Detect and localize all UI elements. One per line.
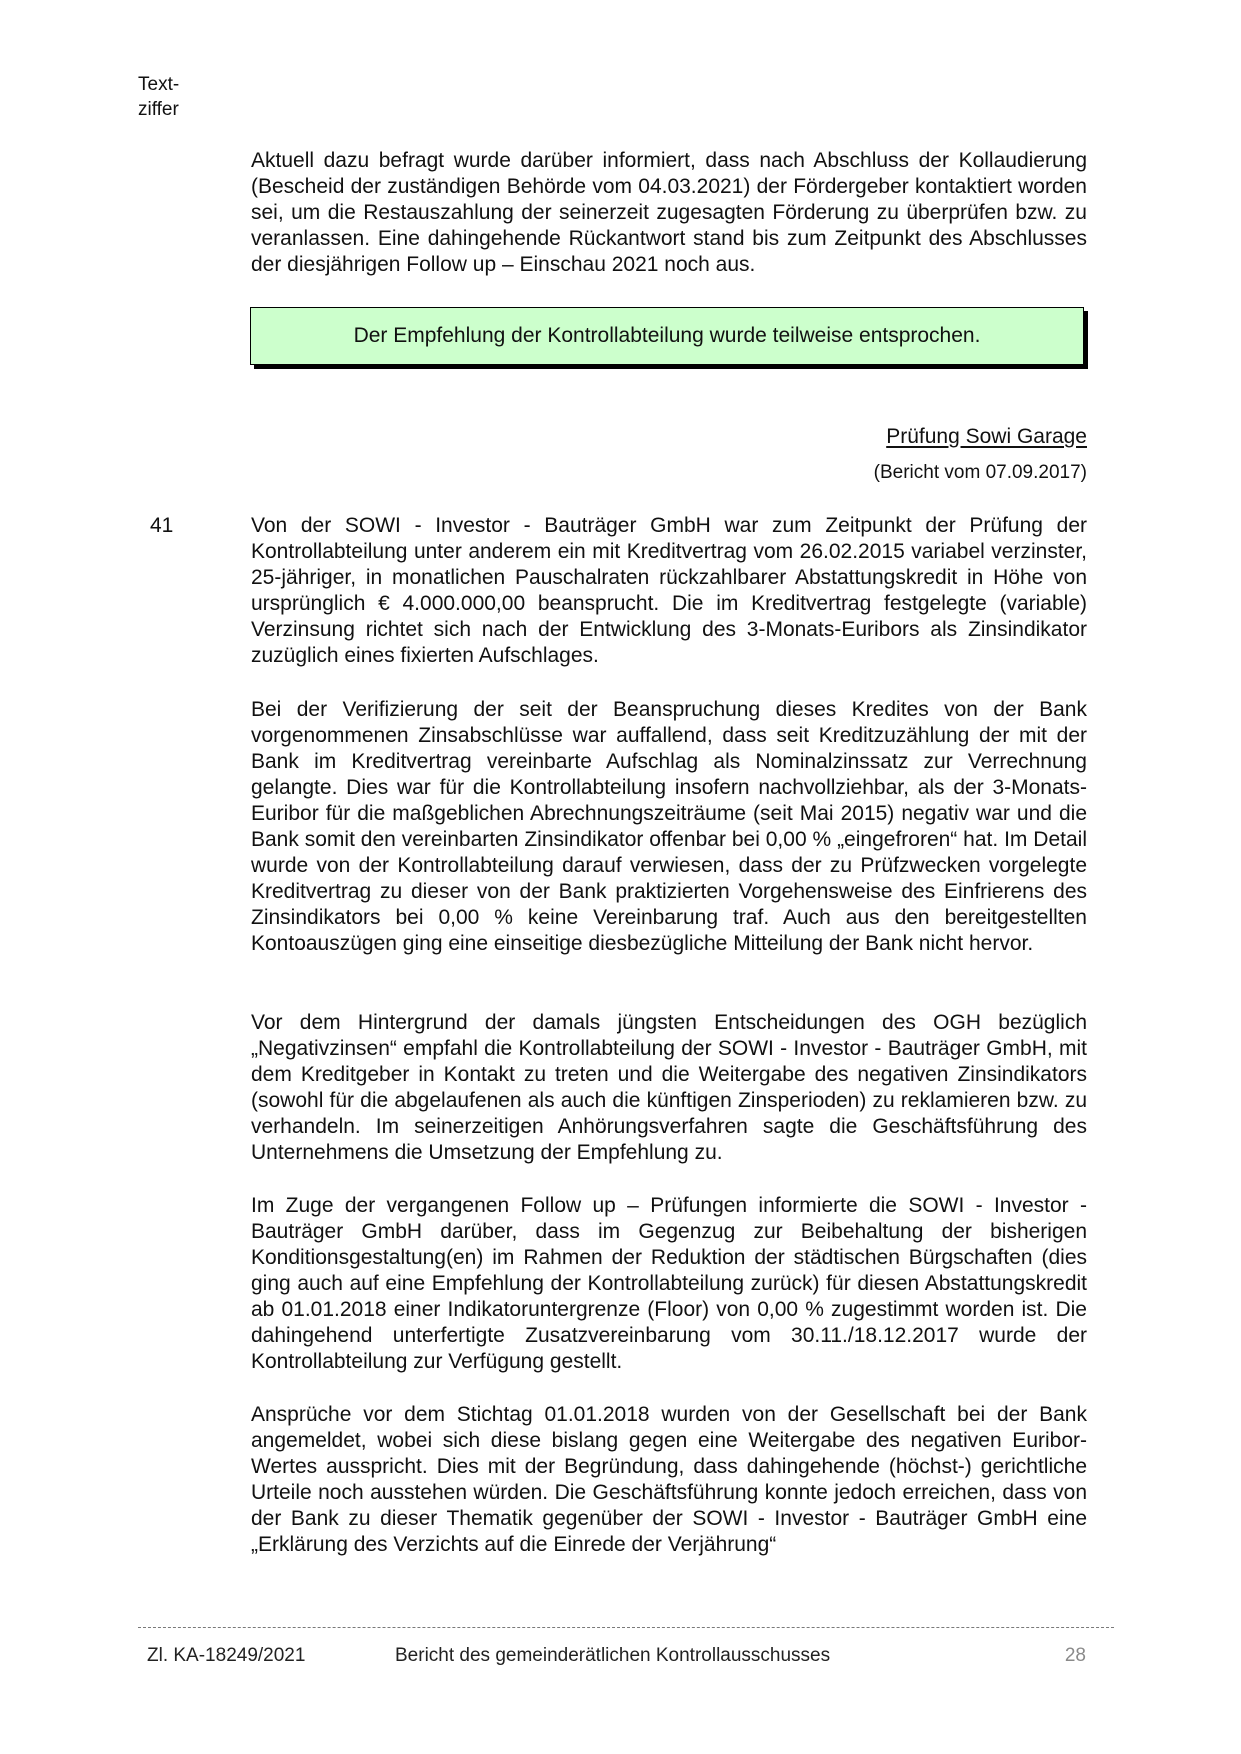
footer-divider: [138, 1627, 1114, 1628]
section-report-date: (Bericht vom 07.09.2017): [873, 462, 1087, 483]
footer-reference: Zl. KA-18249/2021: [147, 1645, 306, 1666]
body-paragraph: Ansprüche vor dem Stichtag 01.01.2018 wurden von der Gesellschaft bei der Bank angemeldet, wobei sich diese bislang gegen eine Weitergabe des negativen Euribor-Wertes ausspricht. Dies mit der Begründung, dass dahingehende (höchst-) gerichtliche Urteile noch ausstehen würden. Die Geschäftsführung konnte jedoch erreichen, dass von der Bank zu dieser Thematik gegenüber der SOWI - Investor - Bauträger GmbH eine „Erklärung des Verzichts auf die Einrede der Verjährung“: [251, 1403, 1087, 1556]
recommendation-status-box: [250, 307, 1084, 365]
margin-label-textziffer: Text- ziffer: [138, 74, 180, 120]
textziffer-number: 41: [150, 514, 174, 537]
section-heading: Prüfung Sowi Garage: [886, 425, 1087, 448]
page-number: 28: [1064, 1645, 1086, 1666]
body-paragraph: Von der SOWI - Investor - Bauträger GmbH war zum Zeitpunkt der Prüfung der Kontrollabteilung unter anderem ein mit Kreditvertrag vom 26.02.2015 variabel verzinster, 25-jähriger, in monatlichen Pauschalraten rückzahlbarer Abstattungskredit in Höhe von ursprünglich € 4.000.000,00 beansprucht. Die im Kreditvertrag festgelegte (variable) Verzinsung richtet sich nach der Entwicklung des 3-Monats-Euribors als Zinsindikator zuzüglich eines fixierten Aufschlages.: [251, 514, 1087, 667]
body-paragraph: Im Zuge der vergangenen Follow up – Prüfungen informierte die SOWI - Investor - Bauträger GmbH darüber, dass im Gegenzug zur Beibehaltung der bisherigen Konditionsgestaltung(en) im Rahmen der Reduktion der städtischen Bürgschaften (dies ging auch auf eine Empfehlung der Kontrollabteilung zurück) für diesen Abstattungskredit ab 01.01.2018 einer Indikatoruntergrenze (Floor) von 0,00 % zugestimmt worden ist. Die dahingehend unterfertigte Zusatzvereinbarung vom 30.11./18.12.2017 wurde der Kontrollabteilung zur Verfügung gestellt.: [251, 1194, 1087, 1373]
body-paragraph: Bei der Verifizierung der seit der Beanspruchung dieses Kredites von der Bank vorgenommenen Zinsabschlüsse war auffallend, dass seit Kreditzuzählung der mit der Bank im Kreditvertrag vereinbarte Aufschlag als Nominalzinssatz zur Verrechnung gelangte. Dies war für die Kontrollabteilung insofern nachvollziehbar, als der 3-Monats-Euribor für die maßgeblichen Abrechnungszeiträume (seit Mai 2015) negativ war und die Bank somit den vereinbarten Zinsindikator offenbar bei 0,00 % „eingefroren“ hat. Im Detail wurde von der Kontrollabteilung darauf verwiesen, dass der zu Prüfzwecken vorgelegte Kreditvertrag zu dieser von der Bank praktizierten Vorgehensweise des Einfrierens des Zinsindikators bei 0,00 % keine Vereinbarung traf. Auch aus den bereitgestellten Kontoauszügen ging eine einseitige diesbezügliche Mitteilung der Bank nicht hervor.: [251, 698, 1087, 955]
footer-title: Bericht des gemeinderätlichen Kontrollausschusses: [395, 1645, 831, 1666]
recommendation-status-text: Der Empfehlung der Kontrollabteilung wurde teilweise entsprochen.: [353, 324, 981, 347]
intro-paragraph: Aktuell dazu befragt wurde darüber informiert, dass nach Abschluss der Kollaudierung (Bescheid der zuständigen Behörde vom 04.03.2021) der Fördergeber kontaktiert worden sei, um die Restauszahlung der seinerzeit zugesagten Förderung zu überprüfen bzw. zu veranlassen. Eine dahingehende Rückantwort stand bis zum Zeitpunkt des Abschlusses der diesjährigen Follow up – Einschau 2021 noch aus.: [251, 149, 1087, 276]
body-paragraph: Vor dem Hintergrund der damals jüngsten Entscheidungen des OGH bezüglich „Negativzinsen“ empfahl die Kontrollabteilung der SOWI - Investor - Bauträger GmbH, mit dem Kreditgeber in Kontakt zu treten und die Weitergabe des negativen Zinsindikators (sowohl für die abgelaufenen als auch die künftigen Zinsperioden) zu reklamieren bzw. zu verhandeln. Im seinerzeitigen Anhörungsverfahren sagte die Geschäftsführung des Unternehmens die Umsetzung der Empfehlung zu.: [251, 1011, 1087, 1164]
